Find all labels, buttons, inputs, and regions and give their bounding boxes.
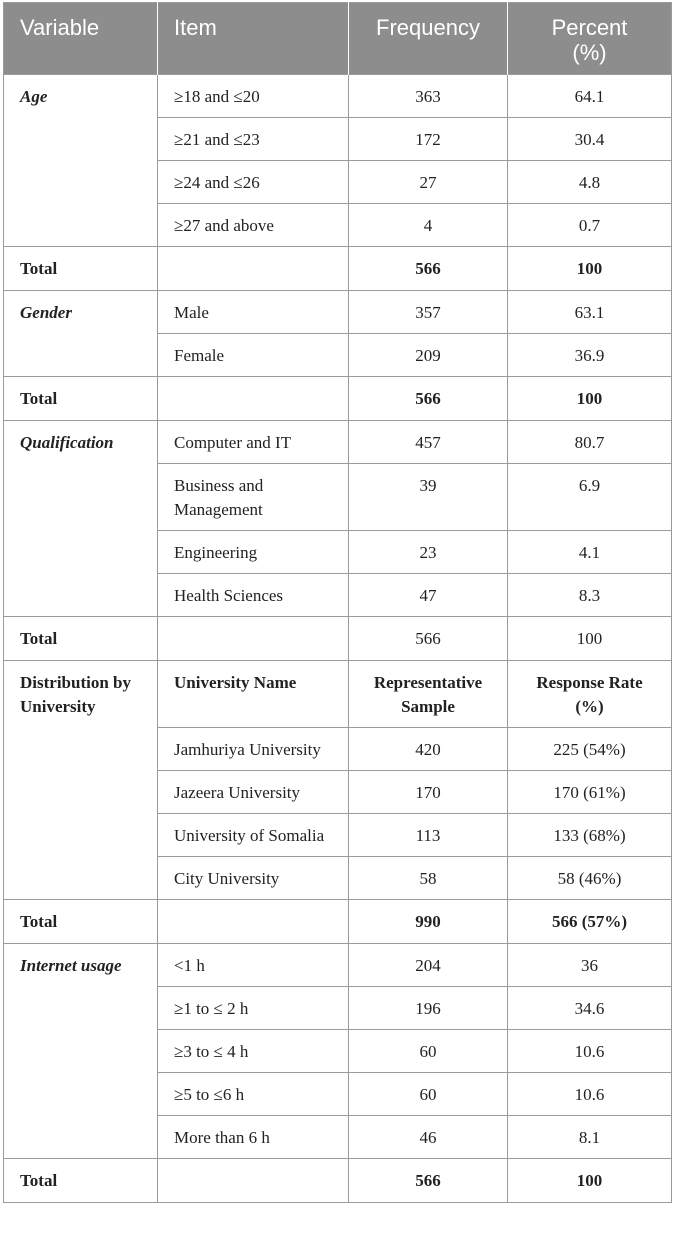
total-label: Total (4, 617, 158, 661)
item-cell: Business and Management (158, 464, 349, 531)
total-percent: 100 (508, 247, 672, 291)
frequency-cell: 39 (349, 464, 508, 531)
total-percent: 100 (508, 1159, 672, 1203)
percent-cell: 30.4 (508, 118, 672, 161)
variable-university: Distribution by University (4, 661, 158, 900)
frequency-cell: 23 (349, 531, 508, 574)
percent-cell: 36.9 (508, 334, 672, 377)
subheader-item: University Name (158, 661, 349, 728)
empty-cell (158, 377, 349, 421)
item-cell: ≥21 and ≤23 (158, 118, 349, 161)
total-frequency: 990 (349, 900, 508, 944)
frequency-cell: 172 (349, 118, 508, 161)
subheader-percent: Response Rate (%) (508, 661, 672, 728)
item-cell: Health Sciences (158, 574, 349, 617)
total-label: Total (4, 377, 158, 421)
item-cell: ≥18 and ≤20 (158, 75, 349, 118)
header-percent: Percent (%) (508, 3, 672, 75)
frequency-cell: 204 (349, 944, 508, 987)
total-frequency: 566 (349, 247, 508, 291)
frequency-cell: 357 (349, 291, 508, 334)
frequency-cell: 209 (349, 334, 508, 377)
empty-cell (158, 1159, 349, 1203)
item-cell: ≥3 to ≤ 4 h (158, 1030, 349, 1073)
percent-cell: 6.9 (508, 464, 672, 531)
frequency-cell: 113 (349, 814, 508, 857)
percent-cell: 10.6 (508, 1030, 672, 1073)
frequency-cell: 363 (349, 75, 508, 118)
percent-cell: 80.7 (508, 421, 672, 464)
total-row (4, 617, 672, 661)
header-row (4, 3, 672, 75)
frequency-cell: 457 (349, 421, 508, 464)
item-cell: ≥5 to ≤6 h (158, 1073, 349, 1116)
item-cell: Jazeera University (158, 771, 349, 814)
empty-cell (158, 900, 349, 944)
table-row (4, 421, 672, 464)
frequency-cell: 60 (349, 1030, 508, 1073)
variable-age: Age (4, 75, 158, 247)
percent-cell: 0.7 (508, 204, 672, 247)
percent-cell: 58 (46%) (508, 857, 672, 900)
table-row (4, 75, 672, 118)
variable-qualification: Qualification (4, 421, 158, 617)
empty-cell (158, 617, 349, 661)
frequency-cell: 420 (349, 728, 508, 771)
percent-cell: 34.6 (508, 987, 672, 1030)
total-row (4, 900, 672, 944)
table-row (4, 291, 672, 334)
frequency-cell: 196 (349, 987, 508, 1030)
percent-cell: 36 (508, 944, 672, 987)
frequency-cell: 27 (349, 161, 508, 204)
percent-cell: 4.8 (508, 161, 672, 204)
total-percent: 566 (57%) (508, 900, 672, 944)
percent-cell: 64.1 (508, 75, 672, 118)
total-percent: 100 (508, 377, 672, 421)
total-label: Total (4, 247, 158, 291)
header-item: Item (158, 3, 349, 75)
total-label: Total (4, 1159, 158, 1203)
subheader-row (4, 661, 672, 728)
total-frequency: 566 (349, 1159, 508, 1203)
item-cell: Computer and IT (158, 421, 349, 464)
percent-cell: 8.3 (508, 574, 672, 617)
frequency-cell: 4 (349, 204, 508, 247)
header-variable: Variable (4, 3, 158, 75)
item-cell: City University (158, 857, 349, 900)
header-frequency: Frequency (349, 3, 508, 75)
percent-cell: 10.6 (508, 1073, 672, 1116)
frequency-cell: 46 (349, 1116, 508, 1159)
frequency-cell: 47 (349, 574, 508, 617)
total-row (4, 377, 672, 421)
item-cell: More than 6 h (158, 1116, 349, 1159)
percent-cell: 133 (68%) (508, 814, 672, 857)
percent-cell: 170 (61%) (508, 771, 672, 814)
table-row (4, 944, 672, 987)
total-row (4, 1159, 672, 1203)
item-cell: University of Somalia (158, 814, 349, 857)
item-cell: Jamhuriya University (158, 728, 349, 771)
item-cell: ≥1 to ≤ 2 h (158, 987, 349, 1030)
item-cell: Male (158, 291, 349, 334)
subheader-frequency: Representative Sample (349, 661, 508, 728)
item-cell: <1 h (158, 944, 349, 987)
percent-cell: 63.1 (508, 291, 672, 334)
frequency-cell: 58 (349, 857, 508, 900)
item-cell: ≥27 and above (158, 204, 349, 247)
total-label: Total (4, 900, 158, 944)
variable-internet-usage: Internet usage (4, 944, 158, 1159)
item-cell: Female (158, 334, 349, 377)
percent-cell: 4.1 (508, 531, 672, 574)
demographics-table (3, 2, 672, 1203)
total-frequency: 566 (349, 377, 508, 421)
item-cell: ≥24 and ≤26 (158, 161, 349, 204)
item-cell: Engineering (158, 531, 349, 574)
total-row (4, 247, 672, 291)
empty-cell (158, 247, 349, 291)
percent-cell: 225 (54%) (508, 728, 672, 771)
frequency-cell: 60 (349, 1073, 508, 1116)
frequency-cell: 170 (349, 771, 508, 814)
total-percent: 100 (508, 617, 672, 661)
variable-gender: Gender (4, 291, 158, 377)
percent-cell: 8.1 (508, 1116, 672, 1159)
total-frequency: 566 (349, 617, 508, 661)
